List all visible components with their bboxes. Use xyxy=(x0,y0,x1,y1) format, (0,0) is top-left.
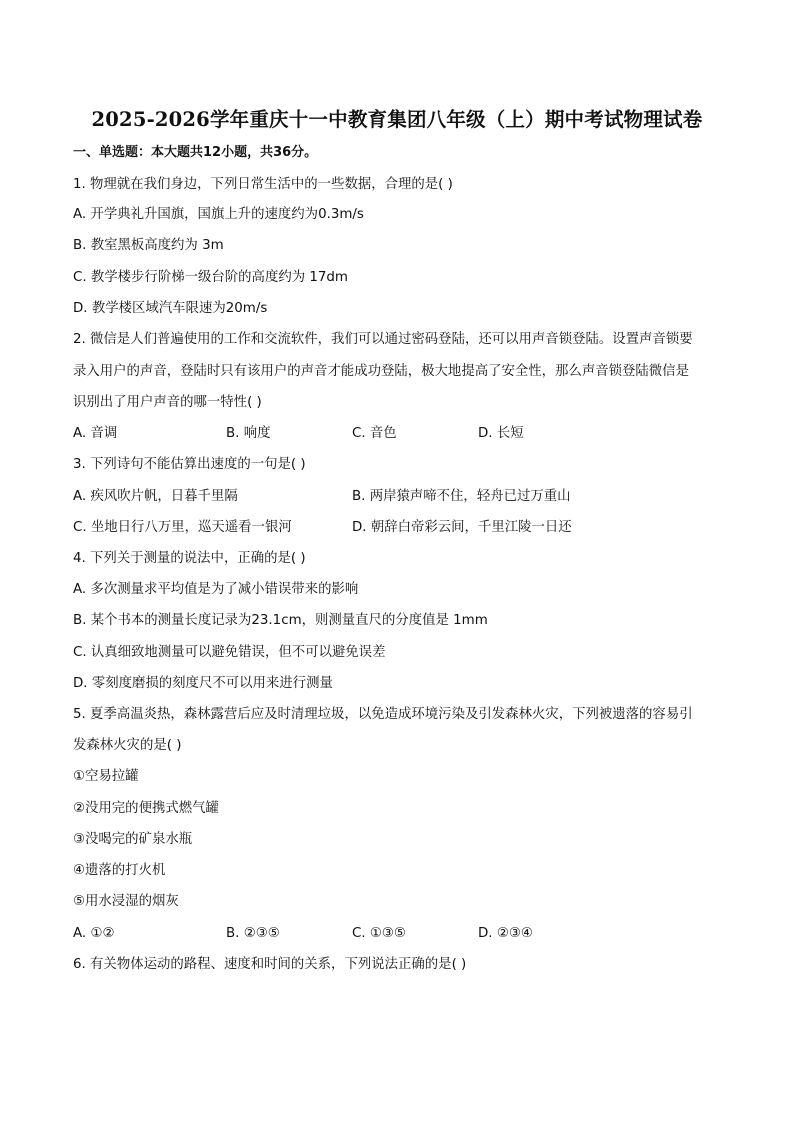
question-1-stem: 1. 物理就在我们身边，下列日常生活中的一些数据，合理的是( ) xyxy=(73,177,453,192)
question-5-stem-line-2: 发森林火灾的是( ) xyxy=(73,738,182,753)
question-2-stem-line-2: 录入用户的声音，登陆时只有该用户的声音才能成功登陆，极大地提高了安全性，那么声音锁登陆微信是 xyxy=(73,364,689,379)
question-4-option-a: A. 多次测量求平均值是为了减小错误带来的影响 xyxy=(73,582,359,597)
question-3-stem: 3. 下列诗句不能估算出速度的一句是( ) xyxy=(73,457,306,472)
question-4-option-c: C. 认真细致地测量可以避免错误，但不可以避免误差 xyxy=(73,645,386,660)
question-1-option-a: A. 开学典礼升国旗，国旗上升的速度约为0.3m/s xyxy=(73,207,364,222)
question-2-stem-line-3: 识别出了用户声音的哪一特性( ) xyxy=(73,395,262,410)
question-5-stem-line-1: 5. 夏季高温炎热，森林露营后应及时清理垃圾，以免造成环境污染及引发森林火灾，下列被遗落的容易引 xyxy=(73,707,693,722)
question-4-option-b: B. 某个书本的测量长度记录为23.1cm，则测量直尺的分度值是 1mm xyxy=(73,613,488,628)
question-1-option-d: D. 教学楼区域汽车限速为20m/s xyxy=(73,301,268,316)
question-5-item-1: ①空易拉罐 xyxy=(73,769,139,784)
question-1-option-c: C. 教学楼步行阶梯一级台阶的高度约为 17dm xyxy=(73,270,348,285)
question-4-option-d: D. 零刻度磨损的刻度尺不可以用来进行测量 xyxy=(73,676,333,691)
question-2-option-a: A. 音调 xyxy=(73,426,118,441)
question-3-option-d: D. 朝辞白帝彩云间，千里江陵一日还 xyxy=(352,520,572,535)
question-6-stem: 6. 有关物体运动的路程、速度和时间的关系，下列说法正确的是( ) xyxy=(73,957,467,972)
question-5-item-3: ③没喝完的矿泉水瓶 xyxy=(73,832,193,847)
exam-title: 2025-2026学年重庆十一中教育集团八年级（上）期中考试物理试卷 xyxy=(91,108,703,131)
question-2-option-d: D. 长短 xyxy=(478,426,524,441)
question-1-option-b: B. 教室黑板高度约为 3m xyxy=(73,238,224,253)
question-2-option-c: C. 音色 xyxy=(352,426,397,441)
section-heading: 一、单选题：本大题共12小题，共36分。 xyxy=(73,145,318,160)
question-3-option-a: A. 疾风吹片帆，日暮千里隔 xyxy=(73,489,238,504)
question-5-option-c: C. ①③⑤ xyxy=(352,926,406,941)
question-5-option-b: B. ②③⑤ xyxy=(226,926,280,941)
question-5-option-a: A. ①② xyxy=(73,926,115,941)
question-3-option-b: B. 两岸猿声啼不住，轻舟已过万重山 xyxy=(352,489,571,504)
question-4-stem: 4. 下列关于测量的说法中，正确的是( ) xyxy=(73,551,306,566)
question-5-item-4: ④遗落的打火机 xyxy=(73,863,166,878)
question-2-option-b: B. 响度 xyxy=(226,426,271,441)
question-2-stem-line-1: 2. 微信是人们普遍使用的工作和交流软件，我们可以通过密码登陆，还可以用声音锁登陆。设置声音锁要 xyxy=(73,332,693,347)
question-3-option-c: C. 坐地日行八万里，巡天遥看一银河 xyxy=(73,520,292,535)
question-5-option-d: D. ②③④ xyxy=(478,926,533,941)
question-5-item-5: ⑤用水浸湿的烟灰 xyxy=(73,894,179,909)
question-5-item-2: ②没用完的便携式燃气罐 xyxy=(73,801,219,816)
